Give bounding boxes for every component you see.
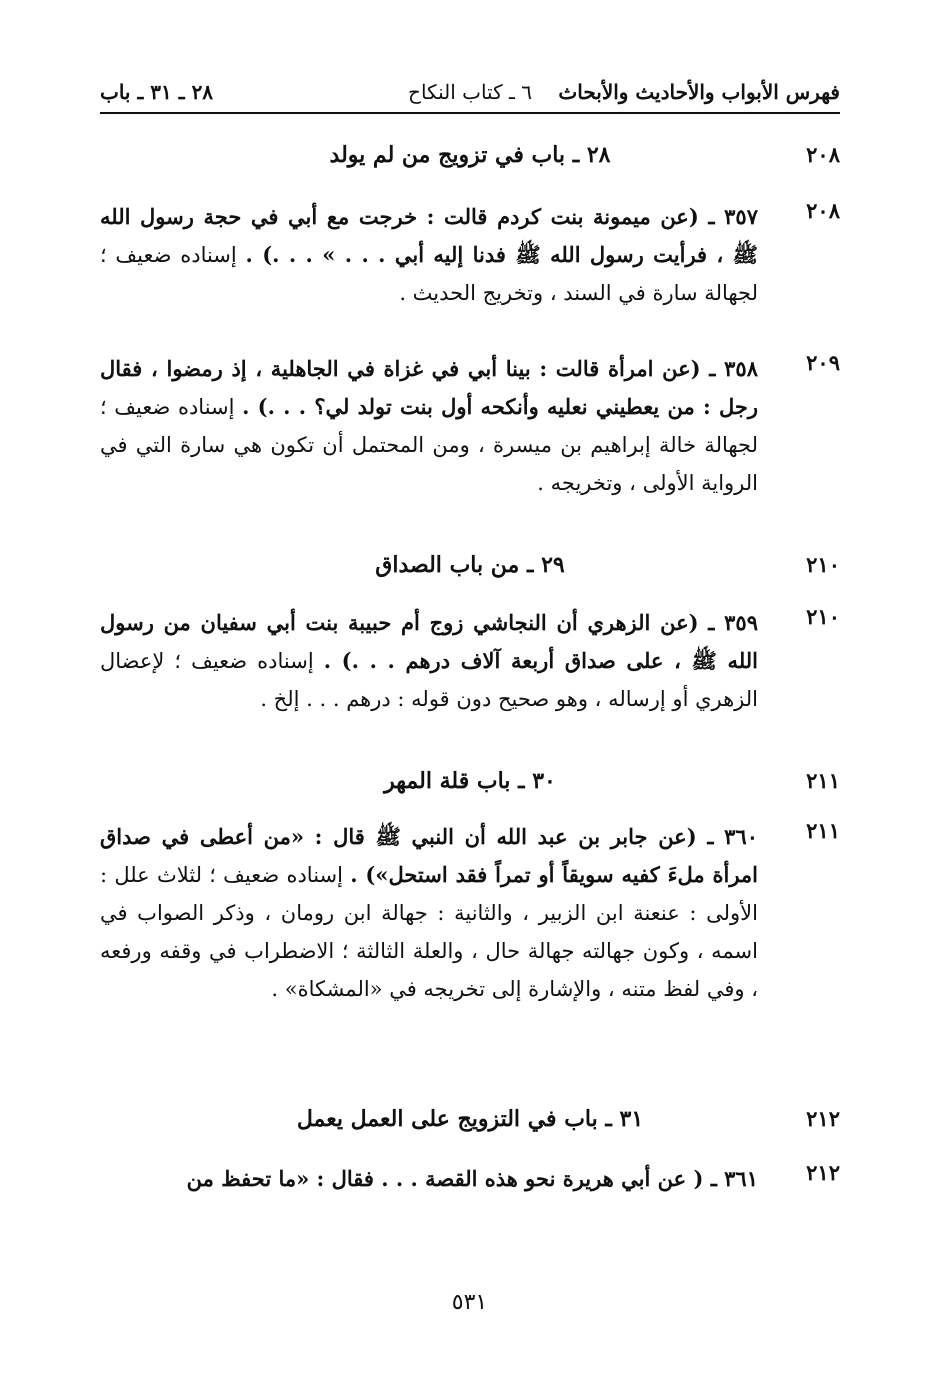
page-ref: ٢٠٨	[806, 142, 840, 167]
entry-text	[100, 818, 758, 1008]
page-ref: ٢٠٨	[806, 198, 840, 223]
hadith-quote: ٣٥٨ ـ (عن امرأة قالت : بينا أبي في غزاة في الجاهلية ، إذ رمضوا ، فقال رجل : من يعطيني نعليه وأنكحه أول بنت تولد لي؟ . . .) .	[100, 356, 758, 419]
hadith-grading: إسناده ضعيف ؛ لجهالة خالة إبراهيم بن ميسرة ، ومن المحتمل أن تكون هي سارة التي في الرواية الأولى ، وتخريجه .	[100, 395, 758, 495]
hadith-grading: إسناده ضعيف ؛ لإعضال الزهري أو إرساله ، وهو صحيح دون قوله : درهم . . . إلخ .	[100, 649, 758, 711]
chapter-heading	[100, 768, 840, 808]
page-number: ٥٣١	[451, 1290, 488, 1315]
page-ref: ٢١٢	[806, 1160, 840, 1185]
page-ref: ٢١٢	[806, 1106, 840, 1131]
chapter-title: ٢٨ ـ باب في تزويج من لم يولد	[329, 142, 611, 168]
hadith-entry	[100, 198, 840, 312]
hadith-grading: إسناده ضعيف ؛ لثلاث علل : الأولى : عنعنة ابن الزبير ، والثانية : جهالة ابن رومان ، وذكر الصواب في اسمه ، وكون جهالته جهالة حال ، والعلة الثالثة ؛ الاضطراب في وقفه ورفعه ، وفي لفظ متنه ، والإشارة إلى تخريجه في «المشكاة» .	[100, 863, 758, 1001]
page-ref: ٢١٠	[806, 552, 840, 577]
chapter-title: ٢٩ ـ من باب الصداق	[375, 552, 565, 578]
chapter-heading	[100, 142, 840, 182]
header-index-title: فهرس الأبواب والأحاديث والأبحاث	[558, 80, 840, 104]
entry-text	[100, 198, 758, 312]
page-ref: ٢١١	[806, 818, 840, 843]
hadith-entry	[100, 604, 840, 718]
header-chapter-range: ٢٨ ـ ٣١ ـ باب	[100, 80, 214, 104]
header-book-title: ٦ ـ كتاب النكاح	[408, 80, 532, 104]
chapter-title: ٣١ ـ باب في التزويج على العمل يعمل	[296, 1106, 644, 1132]
hadith-entry	[100, 350, 840, 502]
page-ref: ٢٠٩	[806, 350, 840, 375]
chapter-title: ٣٠ ـ باب قلة المهر	[384, 768, 556, 794]
hadith-entry	[100, 1160, 840, 1198]
hadith-grading: إسناده ضعيف ؛ لجهالة سارة في السند ، وتخريج الحديث .	[100, 243, 758, 305]
entry-text	[100, 604, 758, 718]
entry-text	[100, 1160, 758, 1198]
entry-text	[100, 350, 758, 502]
running-header	[100, 76, 840, 114]
hadith-quote: ٣٥٧ ـ (عن ميمونة بنت كردم قالت : خرجت مع أبي في حجة رسول الله ﷺ ، فرأيت رسول الله ﷺ فدنا إليه أبي . . . » . . .) .	[100, 204, 758, 267]
hadith-quote: ٣٥٩ ـ (عن الزهري أن النجاشي زوج أم حبيبة بنت أبي سفيان من رسول الله ﷺ ، على صداق أربعة آلاف درهم . . .) .	[100, 610, 758, 673]
hadith-quote: ٣٦١ ـ ( عن أبي هريرة نحو هذه القصة . . . فقال : «ما تحفظ من	[186, 1166, 758, 1191]
page-ref: ٢١٠	[806, 604, 840, 629]
chapter-heading	[100, 552, 840, 592]
hadith-entry	[100, 818, 840, 1008]
chapter-heading	[100, 1106, 840, 1146]
page-ref: ٢١١	[806, 768, 840, 793]
hadith-quote: ٣٦٠ ـ (عن جابر بن عبد الله أن النبي ﷺ قال : «من أعطى في صداق امرأة ملءَ كفيه سويقاً أو تمراً فقد استحل») .	[100, 824, 759, 887]
